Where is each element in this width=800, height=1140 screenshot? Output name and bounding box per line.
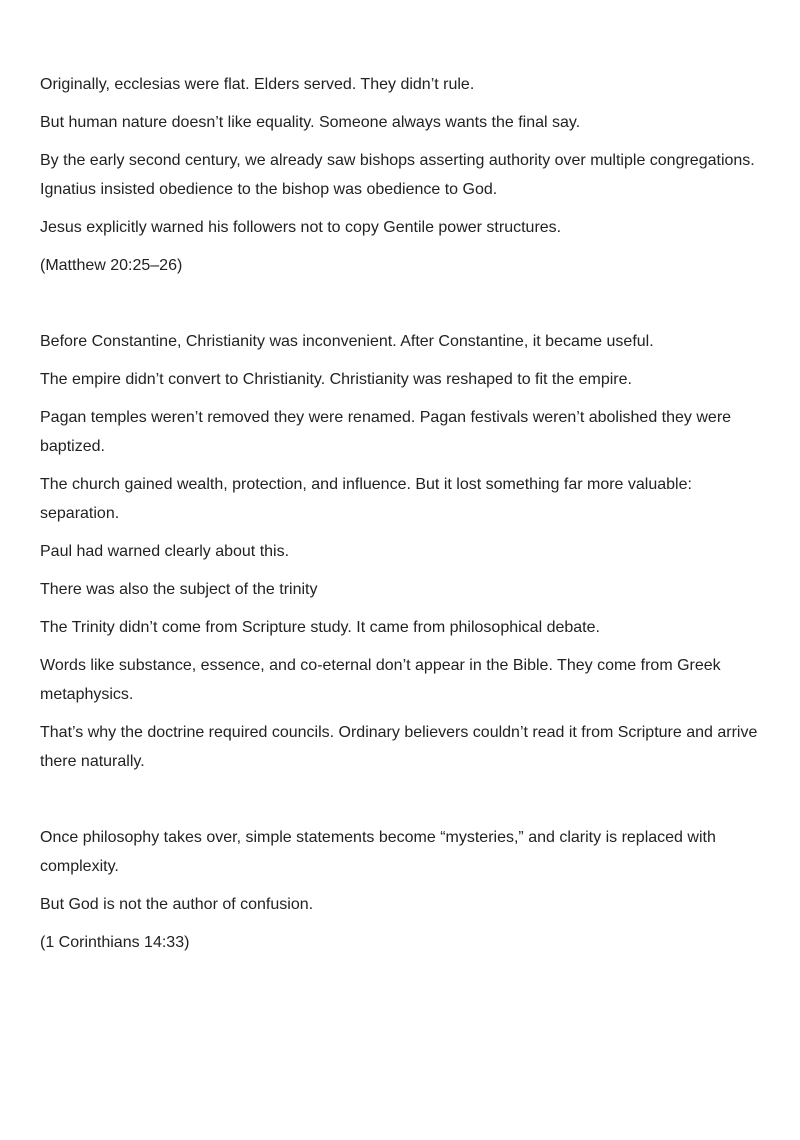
paragraph: Paul had warned clearly about this. <box>40 543 290 560</box>
paragraph: The empire didn’t convert to Christianity. Christianity was reshaped to fit the empire. <box>40 371 632 388</box>
paragraph: But human nature doesn’t like equality. Someone always wants the final say. <box>40 114 581 131</box>
paragraph: By the early second century, we already saw bishops asserting authority over multiple congregations. Ignatius insisted obedience to the bishop was obedience to God. <box>40 152 755 198</box>
blank-line <box>40 289 768 318</box>
paragraph: Before Constantine, Christianity was inconvenient. After Constantine, it became useful. <box>40 333 654 350</box>
document-body <box>40 70 768 966</box>
paragraph: There was also the subject of the trinity <box>40 581 318 598</box>
paragraph: The Trinity didn’t come from Scripture study. It came from philosophical debate. <box>40 619 600 636</box>
paragraph: Jesus explicitly warned his followers not to copy Gentile power structures. <box>40 219 562 236</box>
paragraph: Once philosophy takes over, simple statements become “mysteries,” and clarity is replaced with complexity. <box>40 829 716 875</box>
paragraph: But God is not the author of confusion. <box>40 896 314 913</box>
paragraph: Pagan temples weren’t removed they were renamed. Pagan festivals weren’t abolished they were baptized. <box>40 409 732 455</box>
paragraph: The church gained wealth, protection, and influence. But it lost something far more valuable: separation. <box>40 476 692 522</box>
paragraph: That’s why the doctrine required councils. Ordinary believers couldn’t read it from Scripture and arrive there naturally. <box>40 724 758 770</box>
paragraph: Originally, ecclesias were flat. Elders served. They didn’t rule. <box>40 76 475 93</box>
paragraph: (1 Corinthians 14:33) <box>40 934 190 951</box>
paragraph: Words like substance, essence, and co-eternal don’t appear in the Bible. They come from Greek metaphysics. <box>40 657 721 703</box>
blank-line <box>40 785 768 814</box>
paragraph: (Matthew 20:25–26) <box>40 257 183 274</box>
